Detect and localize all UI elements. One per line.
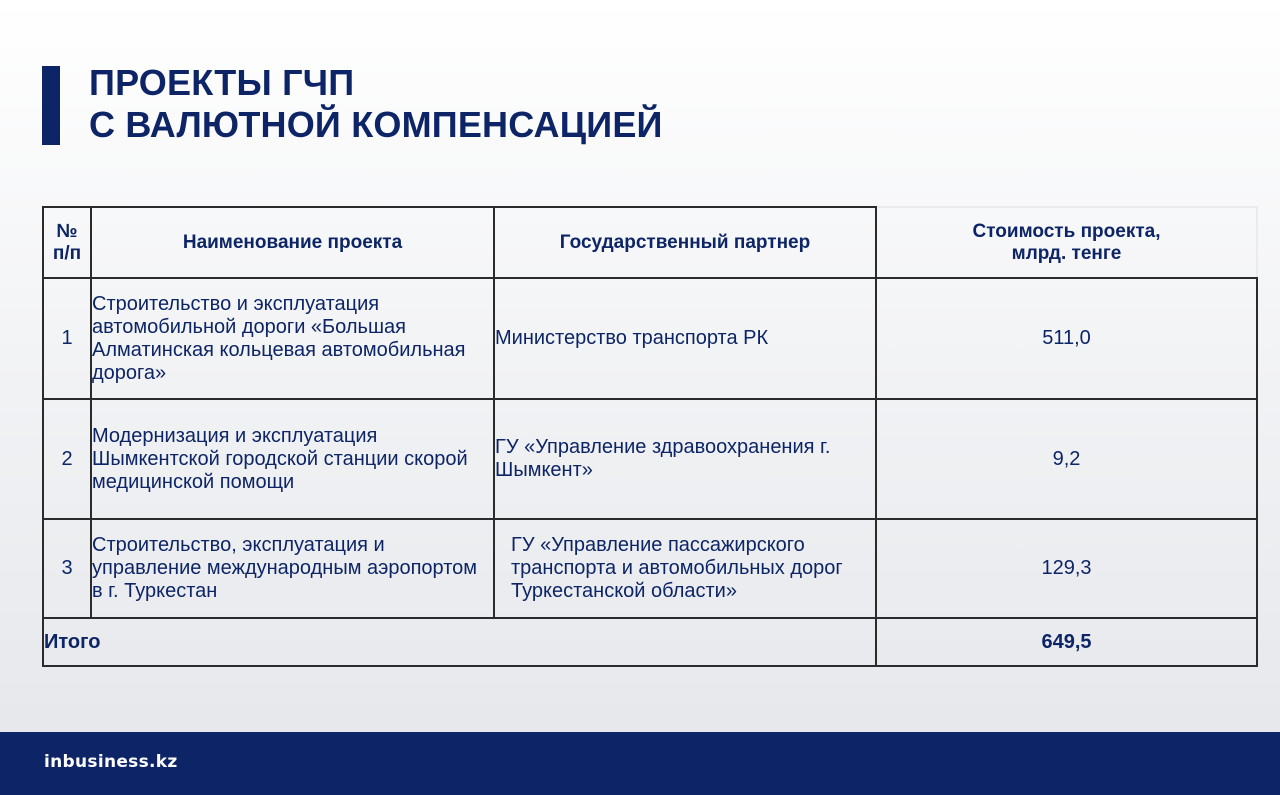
row-project-name: Модернизация и эксплуатация Шымкентской городской станции скорой медицинской помощи bbox=[91, 399, 494, 519]
row-partner: ГУ «Управление здравоохранения г. Шымкент» bbox=[494, 399, 876, 519]
table-row bbox=[43, 399, 1257, 519]
row-partner: Министерство транспорта РК bbox=[494, 278, 876, 399]
title-line-2: С ВАЛЮТНОЙ КОМПЕНСАЦИЕЙ bbox=[89, 104, 663, 145]
header-name: Наименование проекта bbox=[91, 207, 494, 278]
ppp-projects-table bbox=[42, 206, 1258, 667]
total-value: 649,5 bbox=[876, 618, 1257, 666]
row-cost: 129,3 bbox=[876, 519, 1257, 618]
row-cost: 511,0 bbox=[876, 278, 1257, 399]
title-accent-bar bbox=[42, 66, 60, 145]
header-num bbox=[43, 207, 91, 278]
header-cost-line-1: Стоимость проекта, bbox=[972, 220, 1161, 242]
header-cost-line-2: млрд. тенге bbox=[1011, 242, 1122, 264]
row-cost: 9,2 bbox=[876, 399, 1257, 519]
table-header-row bbox=[43, 207, 1257, 278]
page-title bbox=[89, 62, 663, 146]
header-partner: Государственный партнер bbox=[494, 207, 876, 278]
total-label: Итого bbox=[43, 618, 876, 666]
header-num-line-2: п/п bbox=[52, 242, 82, 264]
title-line-1: ПРОЕКТЫ ГЧП bbox=[89, 62, 355, 103]
header-cost bbox=[876, 207, 1257, 278]
row-partner: ГУ «Управление пассажирского транспорта и автомобильных дорог Туркестанской области» bbox=[494, 519, 876, 618]
row-num: 2 bbox=[43, 399, 91, 519]
table-total-row bbox=[43, 618, 1257, 666]
row-project-name: Строительство, эксплуатация и управление международным аэропортом в г. Туркестан bbox=[91, 519, 494, 618]
table-row bbox=[43, 519, 1257, 618]
row-num: 1 bbox=[43, 278, 91, 399]
inbusiness-logo: inbusiness.kz bbox=[44, 752, 178, 772]
table-row bbox=[43, 278, 1257, 399]
row-num: 3 bbox=[43, 519, 91, 618]
footer-bar bbox=[0, 732, 1280, 795]
header-num-line-1: № bbox=[56, 220, 78, 242]
row-project-name: Строительство и эксплуатация автомобильной дороги «Большая Алматинская кольцевая автомобильная дорога» bbox=[91, 278, 494, 399]
